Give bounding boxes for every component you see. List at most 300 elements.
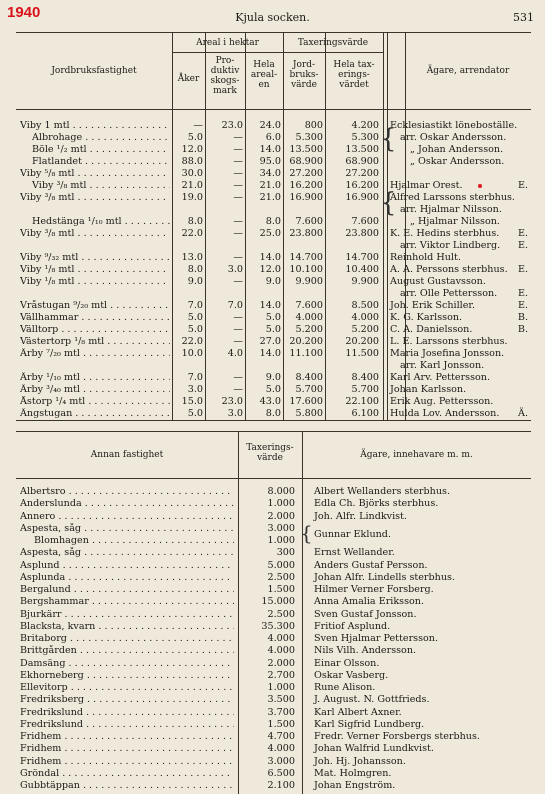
header-owner: Ägare, arrendator [426,66,510,76]
property-name: Gubbtäppan . . . [20,780,234,792]
property-name: Brittgården . . . [20,645,234,657]
cell-jord: 8.400 [295,372,323,383]
cell-aker: 5.0 [187,408,203,419]
owner-name: Ecklesiastikt löneboställe. [390,120,518,131]
owner-name: K. G. Karlsson. [390,312,463,323]
owner-name: Sven Gustaf Jonsson. [314,608,417,620]
header-aker: Åker [177,74,200,84]
table-row [0,360,545,372]
cell-hela: 5.0 [265,312,281,323]
cell-hela: 14.0 [259,348,281,359]
table-row [0,682,545,694]
cell-tax: 3.000 [267,522,295,534]
header-jord-varde: Jord- bruks- värde [289,60,319,90]
property-name: Viby ⁹/₃₂ mtl . . . [20,252,170,264]
owner-brace: { [380,124,397,154]
cell-tax: 5.300 [351,132,379,143]
cell-aker: 10.0 [181,348,203,359]
cell-tax: 6.500 [267,767,295,779]
property-name: Bergshammar . . . [20,596,234,608]
cell-aker: 30.0 [181,168,203,179]
cell-jord: 4.000 [295,312,323,323]
cell-tax: 9.900 [351,276,379,287]
cell-skog: 7.0 [227,300,243,311]
district-mark: E. [517,300,528,311]
owner-name: Mat. Holmgren. [314,767,392,779]
cell-hela: 8.0 [265,216,281,227]
cell-tax: 6.100 [351,408,379,419]
cell-tax: 1.000 [267,498,295,510]
cell-skog: — [233,336,243,347]
table-row [0,707,545,719]
property-name: Västertorp ¹/₈ mtl . . . [20,336,170,348]
property-name: Viby ³/₈ mtl . . . [20,192,170,204]
owner-name: Rune Alison. [314,682,376,693]
cell-jord: 9.900 [295,276,323,287]
owner-name: Anna Amalia Eriksson. [314,596,425,608]
owner-name: arr. Olle Pettersson. [400,288,498,299]
table-row [0,768,545,780]
table-row [0,204,545,216]
cell-aker: 9.0 [187,276,203,287]
owner-name: „ Johan Andersson. [410,144,504,155]
cell-jord: 11.100 [289,348,323,359]
property-name: Viby ¹/₈ mtl . . . [20,264,170,276]
table-row [0,336,545,348]
owner-name: A. A. Perssons sterbhus. [390,264,508,275]
cell-skog: — [233,144,243,155]
district-mark: E. [517,180,528,191]
cell-hela: 21.0 [259,180,281,191]
red-mark [478,184,482,188]
cell-skog: — [233,324,243,335]
owner-name: arr. Hjalmar Nilsson. [400,204,502,215]
cell-hela: 14.0 [259,144,281,155]
property-name: Anderslunda . . . [20,498,234,510]
table-row [0,743,545,755]
table-row [0,609,545,621]
district-mark: E. [517,228,528,239]
cell-tax: 11.500 [345,348,379,359]
table-row [0,408,545,420]
cell-jord: 5.700 [295,384,323,395]
table-row [0,144,545,156]
table-row [0,300,545,312]
cell-tax: 1.000 [267,535,295,546]
owner-name: Einar Olsson. [314,657,380,669]
cell-hela: 43.0 [259,396,281,407]
property-name: Aspesta, såg . . . [20,547,234,559]
cell-hela: 9.0 [265,276,281,287]
cell-tax: 8.500 [351,300,379,311]
header-hela-tax: Hela tax- erings- värdet [333,60,375,90]
table-row [0,276,545,288]
table-row [0,252,545,264]
cell-tax: 20.200 [345,336,379,347]
cell-skog: — [233,252,243,263]
table-row [0,780,545,792]
owner-brace: { [380,188,397,218]
cell-jord: 7.600 [295,216,323,227]
property-name: Albrohage . . . [32,132,170,144]
property-name: Välltorp . . . [20,324,170,336]
property-name: Blacksta, kvarn . . . [20,621,234,633]
cell-tax: 1.500 [267,718,295,730]
table-row [0,168,545,180]
cell-tax: 5.200 [351,324,379,335]
page-title: Kjula socken. [235,11,310,24]
property-name: Böle ¹/₂ mtl . . . [32,144,170,156]
table-row [0,324,545,336]
owner-name: Joh. Alfr. Lindkvist. [314,510,407,522]
property-name: Asplunda . . . [20,572,234,584]
header-tax: Taxeringsvärde [297,38,369,48]
table-row [0,312,545,324]
cell-tax: 16.900 [345,192,379,203]
property-name: Bergalund . . . [20,584,234,596]
rule-header-bottom [16,109,531,110]
owner-name: Anders Gustaf Persson. [314,559,428,571]
table-row [0,756,545,768]
cell-aker: 88.0 [181,156,203,167]
property-name: Damsäng . . . [20,658,234,670]
owner-name: „ Hjalmar Nilsson. [410,216,500,227]
table-row [0,264,545,276]
property-name: Viby ³/₈ mtl . . . [32,180,170,192]
property-name: Viby ⁵/₈ mtl . . . [20,168,170,180]
property-name: Viby ³/₈ mtl . . . [20,228,170,240]
cell-tax: 27.200 [345,168,379,179]
cell-tax: 3.500 [267,694,295,706]
cell-jord: 7.600 [295,300,323,311]
property-name: Albertsro . . . [20,486,234,498]
district-mark: B. [517,312,528,323]
cell-skog: — [233,180,243,191]
property-name: Flatlandet . . . [32,156,170,168]
table-row [0,547,545,559]
table-row [0,633,545,645]
cell-skog: — [233,372,243,383]
property-name: Ärby ⁷/₂₀ mtl . . . [20,348,170,360]
cell-jord: 20.200 [289,336,323,347]
property-name: Fridhem . . . [20,743,234,755]
cell-skog: 3.0 [227,408,243,419]
cell-jord: 5.800 [295,408,323,419]
cell-hela: 6.0 [265,132,281,143]
owner-name: arr. Karl Jonsson. [400,360,485,371]
cell-hela: 24.0 [259,120,281,131]
owner-name: „ Oskar Andersson. [410,156,505,167]
rule-top [16,32,531,33]
cell-aker: 22.0 [181,228,203,239]
owner-name: Johan Walfrid Lundkvist. [314,743,434,755]
property-name: Aspesta, såg . . . [20,523,234,535]
cell-skog: — [233,156,243,167]
cell-jord: 5.300 [295,132,323,143]
table-row [0,731,545,743]
rule-top [16,431,531,432]
cell-hela: 14.0 [259,300,281,311]
property-name: Britaborg . . . [20,633,234,645]
cell-hela: 25.0 [259,228,281,239]
cell-skog: 3.0 [227,264,243,275]
cell-skog: — [233,384,243,395]
property-name: Fridhem . . . [20,756,234,768]
owner-name: Ernst Wellander. [314,547,395,559]
cell-aker: 15.0 [181,396,203,407]
cell-aker: 5.0 [187,324,203,335]
cell-tax: 2.000 [267,657,295,669]
cell-tax: 4.000 [351,312,379,323]
cell-tax: 2.700 [267,669,295,681]
owner-name: Fritiof Asplund. [314,620,391,632]
cell-skog: — [233,216,243,227]
cell-aker: 8.0 [187,264,203,275]
property-name: Asplund . . . [20,560,234,572]
header-owner: Ägare, innehavare m. m. [360,450,473,460]
rule-header-bottom [16,478,531,479]
cell-tax: 4.700 [267,731,295,742]
cell-skog: 4.0 [227,348,243,359]
cell-aker: 22.0 [181,336,203,347]
owner-name: C. A. Danielsson. [390,324,473,335]
owner-name: Joh. Hj. Johansson. [314,755,406,767]
cell-tax: 8.400 [351,372,379,383]
owner-name: Johan Karlsson. [390,384,467,395]
cell-aker: 5.0 [187,132,203,143]
cell-aker: 13.0 [181,252,203,263]
district-mark: E. [517,288,528,299]
owner-name: Erik Aug. Pettersson. [390,396,494,407]
cell-jord: 13.500 [289,144,323,155]
cell-tax: 4.000 [267,743,295,755]
owner-name: Albert Wellanders sterbhus. [314,486,450,497]
header-tax: Taxerings- värde [246,443,294,463]
table-row [0,596,545,608]
property-name: Ärby ³/₄₀ mtl . . . [20,384,170,396]
table-row [0,560,545,572]
cell-aker: 7.0 [187,372,203,383]
owner-name: Alfred Larssons sterbhus. [390,192,515,203]
cell-tax: 68.900 [345,156,379,167]
property-name: Annero . . . [20,511,234,523]
cell-jord: 27.200 [289,168,323,179]
property-name: Vällhammar . . . [20,312,170,324]
cell-tax: 3.000 [267,755,295,767]
property-name: Bjurkärr . . . [20,609,234,621]
cell-hela: 12.0 [259,264,281,275]
cell-hela: 27.0 [259,336,281,347]
cell-aker: 7.0 [187,300,203,311]
table-row [0,192,545,204]
owner-name: Reinhold Hult. [390,252,461,263]
cell-hela: 5.0 [265,384,281,395]
cell-jord: 68.900 [289,156,323,167]
cell-tax: 13.500 [345,144,379,155]
cell-aker: 19.0 [181,192,203,203]
district-mark: E. [517,264,528,275]
cell-tax: 35.300 [261,620,295,632]
cell-hela: 21.0 [259,192,281,203]
table-row [0,396,545,408]
owner-name: Sven Hjalmar Pettersson. [314,633,439,644]
property-name: Ärby ¹/₁₀ mtl . . . [20,372,170,384]
cell-jord: 10.100 [289,264,323,275]
table-row [0,486,545,498]
table-row [0,645,545,657]
table-row [0,384,545,396]
owner-name: Gunnar Eklund. [314,529,391,540]
cell-aker: 8.0 [187,216,203,227]
table-row [0,658,545,670]
cell-tax: 5.700 [351,384,379,395]
district-mark: Ä. [518,408,528,419]
owner-name: J. August. N. Gottfrieds. [314,694,430,706]
owner-name: Hjalmar Orest. [390,180,463,191]
property-name: Viby ¹/₈ mtl . . . [20,276,170,288]
owner-name: Fredr. Verner Forsbergs sterbhus. [314,731,480,742]
owner-name: Oskar Vasberg. [314,669,389,681]
cell-jord: 23.800 [289,228,323,239]
cell-skog: 23.0 [221,396,243,407]
property-name: Viby 1 mtl . . . [20,120,170,132]
header-hela-areal: Hela areal- en [250,60,278,90]
cell-tax: 5.000 [267,559,295,571]
cell-jord: 14.700 [289,252,323,263]
owner-brace: { [300,521,313,545]
table-row [0,240,545,252]
owner-name: Hilmer Verner Forsberg. [314,584,434,595]
cell-skog: 23.0 [221,120,243,131]
cell-hela: 5.0 [265,324,281,335]
cell-hela: 14.0 [259,252,281,263]
table-row [0,719,545,731]
table-row [0,694,545,706]
cell-tax: 23.800 [345,228,379,239]
cell-tax: 4.000 [267,645,295,657]
owner-name: Johan Engström. [314,780,396,791]
header-area: Areal i hektar [196,38,259,48]
page-number: 531 [513,11,534,24]
property-name: Fredrikslund . . . [20,719,234,731]
cell-skog: — [233,228,243,239]
cell-aker: 21.0 [181,180,203,191]
cell-tax: 15.000 [261,596,295,608]
cell-jord: 800 [304,120,323,131]
owner-name: August Gustavsson. [390,276,486,287]
property-name: Gröndal . . . [20,768,234,780]
rule-group [172,52,283,53]
table-row [0,216,545,228]
header-property: Jordbruksfastighet [51,66,137,76]
cell-tax: 14.700 [345,252,379,263]
owner-name: Joh. Erik Schiller. [390,300,476,311]
owner-name: Karl Arv. Pettersson. [390,372,491,383]
header-skog: Pro- duktiv skogs- mark [210,56,240,96]
cell-hela: 34.0 [259,168,281,179]
rule-group [283,52,383,53]
cell-hela: 8.0 [265,408,281,419]
property-name: Fredriksberg . . . [20,694,234,706]
cell-skog: — [233,132,243,143]
cell-skog: — [233,168,243,179]
cell-tax: 10.400 [345,264,379,275]
owner-name: Edla Ch. Björks sterbhus. [314,498,439,510]
owner-name: L. E. Larssons sterbhus. [390,336,508,347]
cell-tax: 2.100 [267,780,295,791]
rule-bottom [16,420,531,421]
table-row [0,156,545,168]
property-name: Blomhagen . . . [34,535,234,547]
table-row [0,132,545,144]
district-mark: E. [517,240,528,251]
table-row [0,348,545,360]
table-row [0,372,545,384]
owner-name: Karl Sigfrid Lundberg. [314,718,425,730]
cell-tax: 300 [276,547,295,559]
cell-tax: 22.100 [345,396,379,407]
cell-hela: 9.0 [265,372,281,383]
cell-skog: — [233,276,243,287]
owner-name: K. E. Hedins sterbhus. [390,228,500,239]
property-name: Ellevitorp . . . [20,682,234,694]
table-row [0,621,545,633]
cell-jord: 5.200 [295,324,323,335]
property-name: Fridhem . . . [20,731,234,743]
cell-tax: 8.000 [267,486,295,497]
property-name: Ängstugan . . . [20,408,170,420]
table-row [0,228,545,240]
table-row [0,670,545,682]
owner-name: Nils Vilh. Andersson. [314,645,417,657]
cell-aker: 3.0 [187,384,203,395]
property-name: Hedstänga ¹/₁₀ mtl . . . [32,216,170,228]
cell-aker: 5.0 [187,312,203,323]
owner-name: arr. Oskar Andersson. [400,132,507,143]
cell-tax: 2.500 [267,608,295,620]
owner-name: Hulda Lov. Andersson. [390,408,500,419]
district-mark: B. [517,324,528,335]
cell-skog: — [233,312,243,323]
table-row [0,511,545,523]
table-row [0,584,545,596]
table-row [0,572,545,584]
cell-aker: 12.0 [181,144,203,155]
cell-jord: 16.900 [289,192,323,203]
table-row [0,498,545,510]
cell-tax: 1.500 [267,584,295,595]
property-name: Vråstugan ⁹/₂₀ mtl . . . [20,300,170,312]
table-row [0,180,545,192]
cell-tax: 2.000 [267,510,295,522]
cell-jord: 16.200 [289,180,323,191]
cell-jord: 17.600 [289,396,323,407]
property-name: Åstorp ¹/₄ mtl . . . [20,396,170,408]
cell-aker: — [193,120,203,131]
year-stamp: 1940 [7,4,41,21]
owner-name: Maria Josefina Jonsson. [390,348,505,359]
cell-tax: 3.700 [267,706,295,718]
owner-name: Johan Alfr. Lindells sterbhus. [314,571,455,583]
cell-hela: 95.0 [259,156,281,167]
owner-name: Karl Albert Axner. [314,706,402,718]
cell-tax: 7.600 [351,216,379,227]
property-name: Ekhorneberg . . . [20,670,234,682]
cell-skog: — [233,192,243,203]
cell-tax: 2.500 [267,571,295,583]
table-row [0,120,545,132]
table-row [0,288,545,300]
